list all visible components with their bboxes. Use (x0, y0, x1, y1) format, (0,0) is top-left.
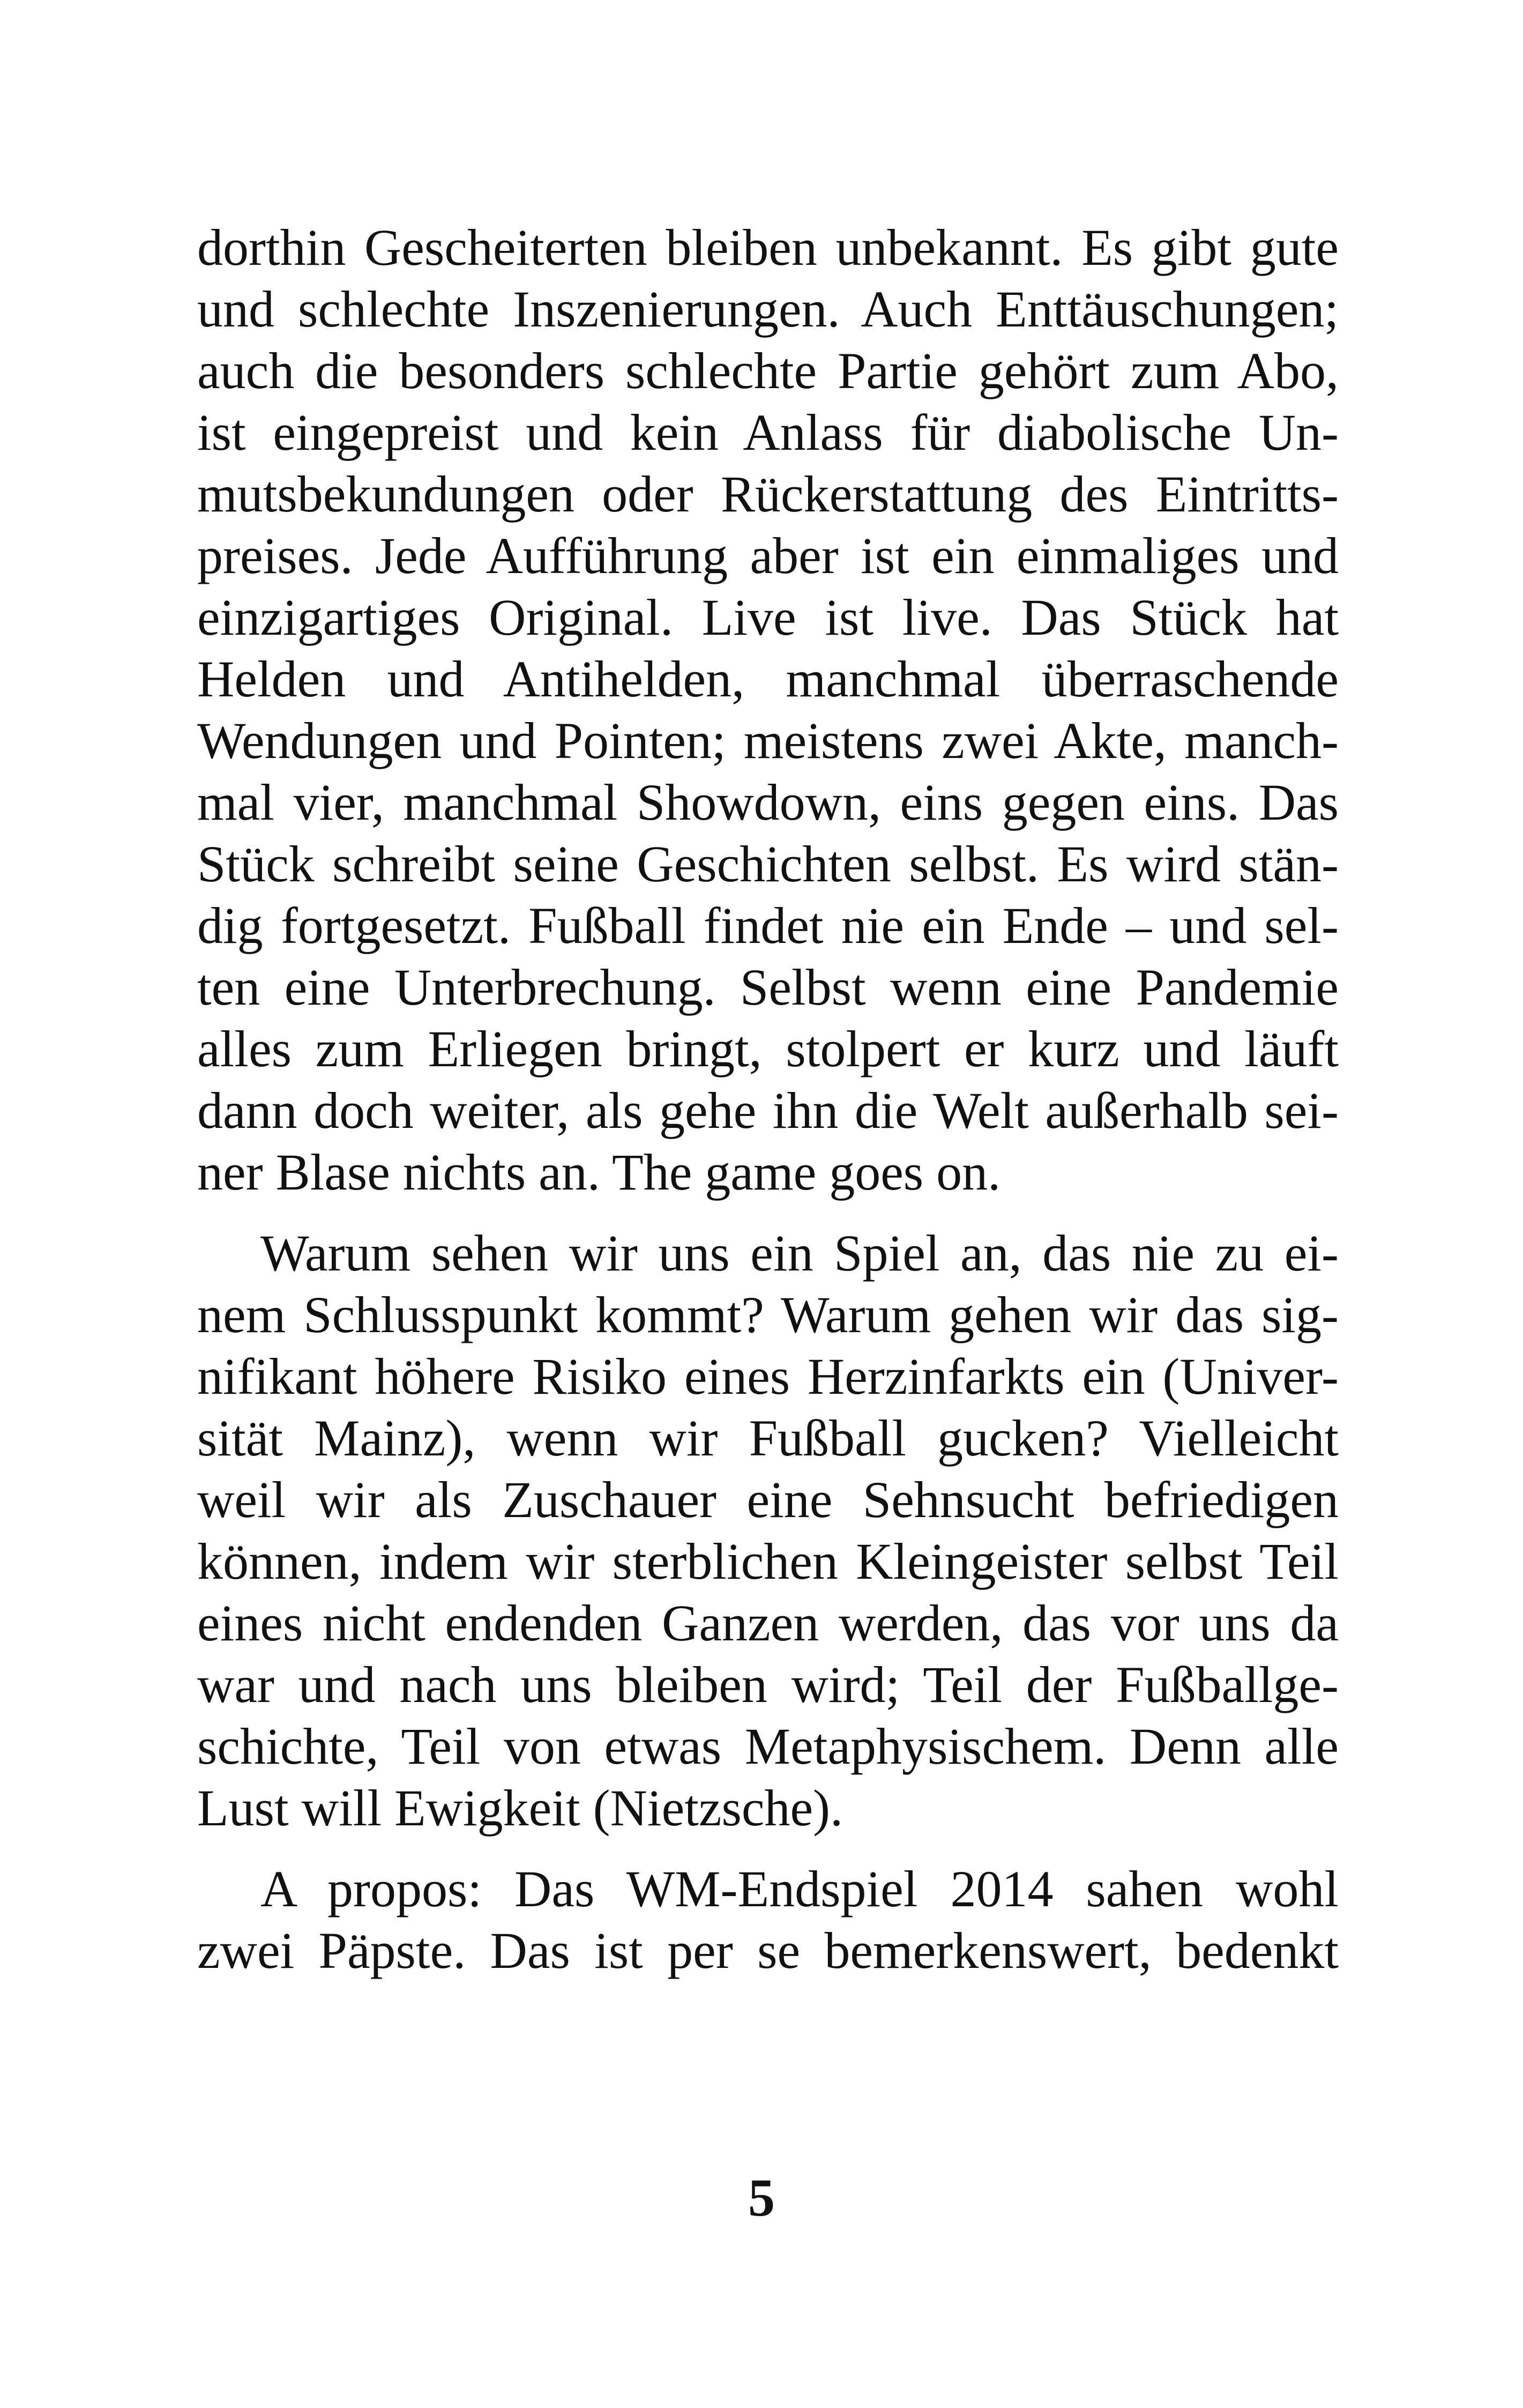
text-line: und schlechte Inszenierungen. Auch Enttäuschungen; (197, 280, 1339, 338)
paragraph-1 (197, 217, 1339, 1203)
text-line: Lust will Ewigkeit (Nietzsche). (197, 1779, 843, 1837)
text-line: eines nicht endenden Ganzen werden, das vor uns da (197, 1594, 1339, 1652)
text-line: mal vier, manchmal Showdown, eins gegen eins. Das (197, 774, 1339, 831)
text-line: nifikant höhere Risiko eines Herzinfarkts ein (Univer- (197, 1348, 1339, 1405)
text-line: nem Schlusspunkt kommt? Warum gehen wir das sig- (197, 1286, 1339, 1343)
text-line: ist eingepreist und kein Anlass für diabolische Un- (197, 404, 1339, 461)
paragraph-3 (197, 1858, 1339, 1981)
page-number: 5 (748, 2168, 775, 2227)
text-line: dig fortgesetzt. Fußball findet nie ein Ende – und sel- (197, 897, 1339, 954)
text-line: Stück schreibt seine Geschichten selbst. Es wird stän- (197, 835, 1339, 893)
text-line: einzigartiges Original. Live ist live. Das Stück hat (197, 589, 1339, 646)
text-line: dorthin Gescheiterten bleiben unbekannt. Es gibt gute (197, 219, 1339, 276)
text-line: dann doch weiter, als gehe ihn die Welt außerhalb sei- (197, 1082, 1339, 1139)
text-line: weil wir als Zuschauer eine Sehnsucht befriedigen (197, 1471, 1339, 1528)
text-line: war und nach uns bleiben wird; Teil der Fußballge- (197, 1656, 1339, 1713)
paragraph-2 (197, 1222, 1339, 1839)
text-line: ner Blase nichts an. The game goes on. (197, 1143, 1001, 1201)
text-line: sität Mainz), wenn wir Fußball gucken? Vielleicht (197, 1409, 1339, 1467)
text-line: ten eine Unterbrechung. Selbst wenn eine Pandemie (197, 958, 1339, 1016)
text-line: Warum sehen wir uns ein Spiel an, das nie zu ei- (260, 1224, 1339, 1282)
text-line: auch die besonders schlechte Partie gehört zum Abo, (197, 342, 1339, 399)
body-text (197, 217, 1339, 1981)
text-line: A propos: Das WM-Endspiel 2014 sahen wohl (260, 1860, 1339, 1918)
text-line: mutsbekundungen oder Rückerstattung des Eintritts- (197, 465, 1339, 523)
text-line: alles zum Erliegen bringt, stolpert er kurz und läuft (197, 1020, 1339, 1077)
text-line: Helden und Antihelden, manchmal überraschende (197, 650, 1339, 708)
text-line: schichte, Teil von etwas Metaphysischem. Denn alle (197, 1718, 1339, 1775)
text-line: preises. Jede Aufführung aber ist ein einmaliges und (197, 527, 1339, 584)
text-line: zwei Päpste. Das ist per se bemerkenswert, bedenkt (197, 1922, 1339, 1979)
text-line: können, indem wir sterblichen Kleingeister selbst Teil (197, 1533, 1339, 1590)
text-line: Wendungen und Pointen; meistens zwei Akte, manch- (197, 712, 1339, 769)
